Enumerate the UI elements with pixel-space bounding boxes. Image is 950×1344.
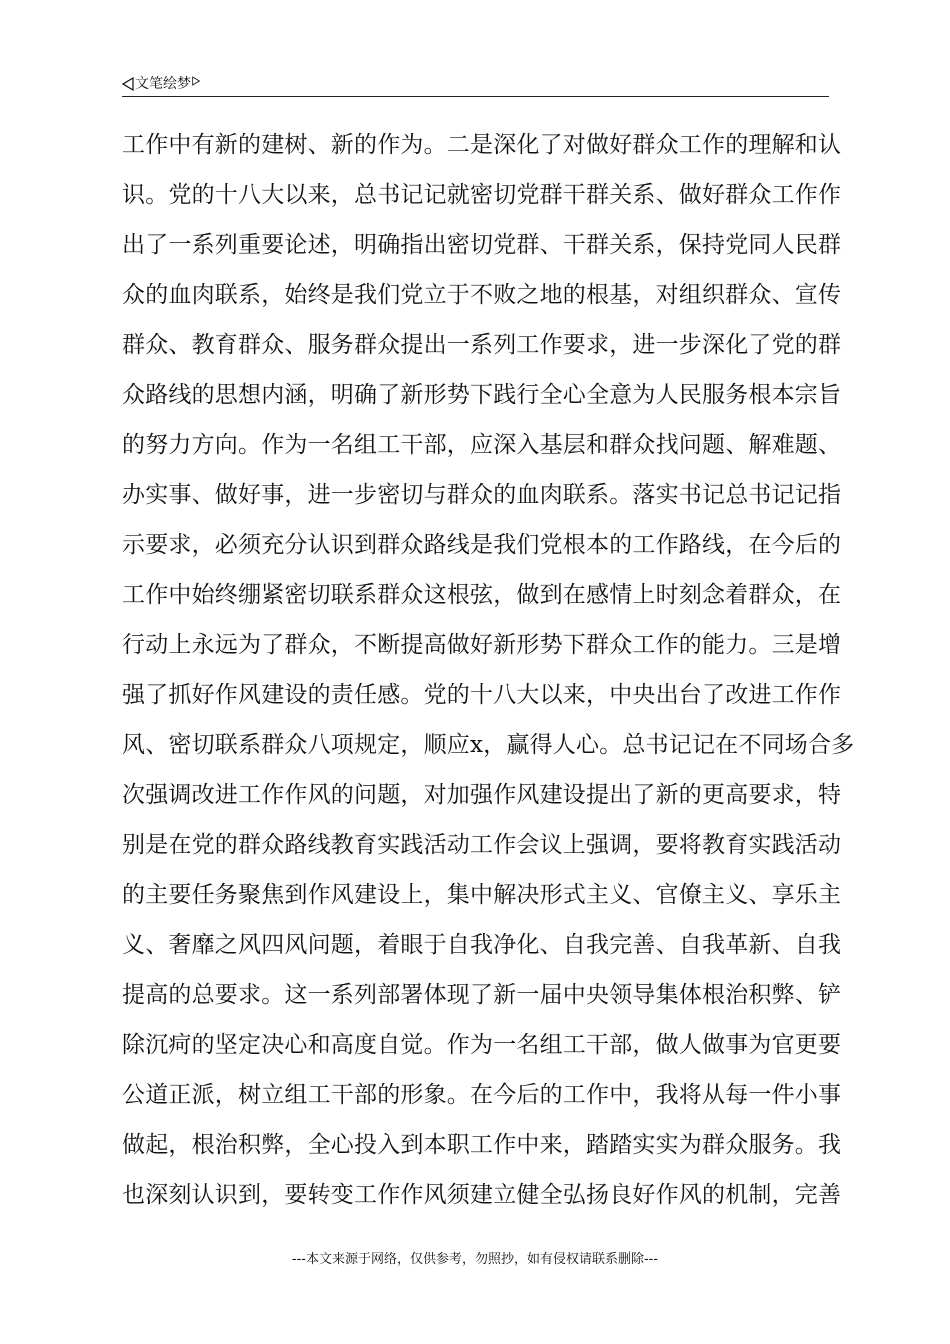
body-line bbox=[122, 727, 855, 777]
body-line bbox=[122, 627, 842, 677]
body-line-text: 的主要任务聚焦到作风建设上，集中解决形式主义、官僚主义、享乐主 bbox=[122, 882, 842, 908]
body-line bbox=[122, 577, 842, 627]
body-line-text: 次强调改进工作作风的问题，对加强作风建设提出了新的更高要求，特 bbox=[122, 782, 842, 808]
body-line bbox=[122, 427, 842, 477]
body-line bbox=[122, 977, 842, 1027]
body-line bbox=[122, 927, 842, 977]
body-line-text: 除沉疴的坚定决心和高度自觉。作为一名组工干部，做人做事为官更要 bbox=[122, 1032, 842, 1058]
body-line-text: 风、密切联系群众八项规定，顺应x，赢得人心。总书记记在不同场合多 bbox=[122, 732, 855, 758]
body-line bbox=[122, 227, 842, 277]
body-line-text: 办实事、做好事，进一步密切与群众的血肉联系。落实书记总书记记指 bbox=[122, 482, 842, 508]
right-triangle-icon bbox=[192, 76, 200, 86]
body-line bbox=[122, 677, 842, 727]
body-line-text: 提高的总要求。这一系列部署体现了新一届中央领导集体根治积弊、铲 bbox=[122, 982, 842, 1008]
body-line bbox=[122, 327, 842, 377]
header-title: 文笔绘梦 bbox=[135, 76, 191, 92]
body-line-text: 也深刻认识到，要转变工作作风须建立健全弘扬良好作风的机制，完善 bbox=[122, 1182, 842, 1208]
body-line-text: 工作中有新的建树、新的作为。二是深化了对做好群众工作的理解和认 bbox=[122, 132, 842, 158]
body-line-text: 群众、教育群众、服务群众提出一系列工作要求，进一步深化了党的群 bbox=[122, 332, 842, 358]
body-line bbox=[122, 177, 842, 227]
body-line bbox=[122, 127, 842, 177]
body-line-text: 识。党的十八大以来，总书记记就密切党群干群关系、做好群众工作作 bbox=[122, 182, 842, 208]
body-line-text: 众路线的思想内涵，明确了新形势下践行全心全意为人民服务根本宗旨 bbox=[122, 382, 842, 408]
body-line-text: 强了抓好作风建设的责任感。党的十八大以来，中央出台了改进工作作 bbox=[122, 682, 842, 708]
body-line bbox=[122, 1077, 842, 1127]
left-triangle-icon bbox=[122, 77, 134, 91]
page-header bbox=[122, 74, 829, 98]
body-line-text: 公道正派，树立组工干部的形象。在今后的工作中，我将从每一件小事 bbox=[122, 1082, 842, 1108]
body-line bbox=[122, 827, 842, 877]
header-logo bbox=[122, 74, 200, 94]
body-line-text: 行动上永远为了群众，不断提高做好新形势下群众工作的能力。三是增 bbox=[122, 632, 842, 658]
body-line bbox=[122, 377, 842, 427]
body-text bbox=[122, 127, 855, 1227]
body-line bbox=[122, 1177, 842, 1227]
body-line bbox=[122, 1027, 842, 1077]
body-line-text: 义、奢靡之风四风问题，着眼于自我净化、自我完善、自我革新、自我 bbox=[122, 932, 842, 958]
body-line-text: 工作中始终绷紧密切联系群众这根弦，做到在感情上时刻念着群众，在 bbox=[122, 582, 842, 608]
body-line bbox=[122, 527, 842, 577]
body-line bbox=[122, 277, 842, 327]
body-line bbox=[122, 877, 842, 927]
body-line bbox=[122, 777, 842, 827]
body-line-text: 做起，根治积弊，全心投入到本职工作中来，踏踏实实为群众服务。我 bbox=[122, 1132, 842, 1158]
body-line bbox=[122, 477, 842, 527]
body-line-text: 的努力方向。作为一名组工干部，应深入基层和群众找问题、解难题、 bbox=[122, 432, 842, 458]
body-line-text: 众的血肉联系，始终是我们党立于不败之地的根基，对组织群众、宣传 bbox=[122, 282, 842, 308]
header-divider bbox=[122, 96, 829, 97]
body-line-text: 示要求，必须充分认识到群众路线是我们党根本的工作路线，在今后的 bbox=[122, 532, 842, 558]
body-line bbox=[122, 1127, 842, 1177]
body-line-text: 别是在党的群众路线教育实践活动工作会议上强调，要将教育实践活动 bbox=[122, 832, 842, 858]
footer-disclaimer: ---本文来源于网络，仅供参考，勿照抄，如有侵权请联系删除--- bbox=[291, 1252, 659, 1267]
body-line-text: 出了一系列重要论述，明确指出密切党群、干群关系，保持党同人民群 bbox=[122, 232, 842, 258]
